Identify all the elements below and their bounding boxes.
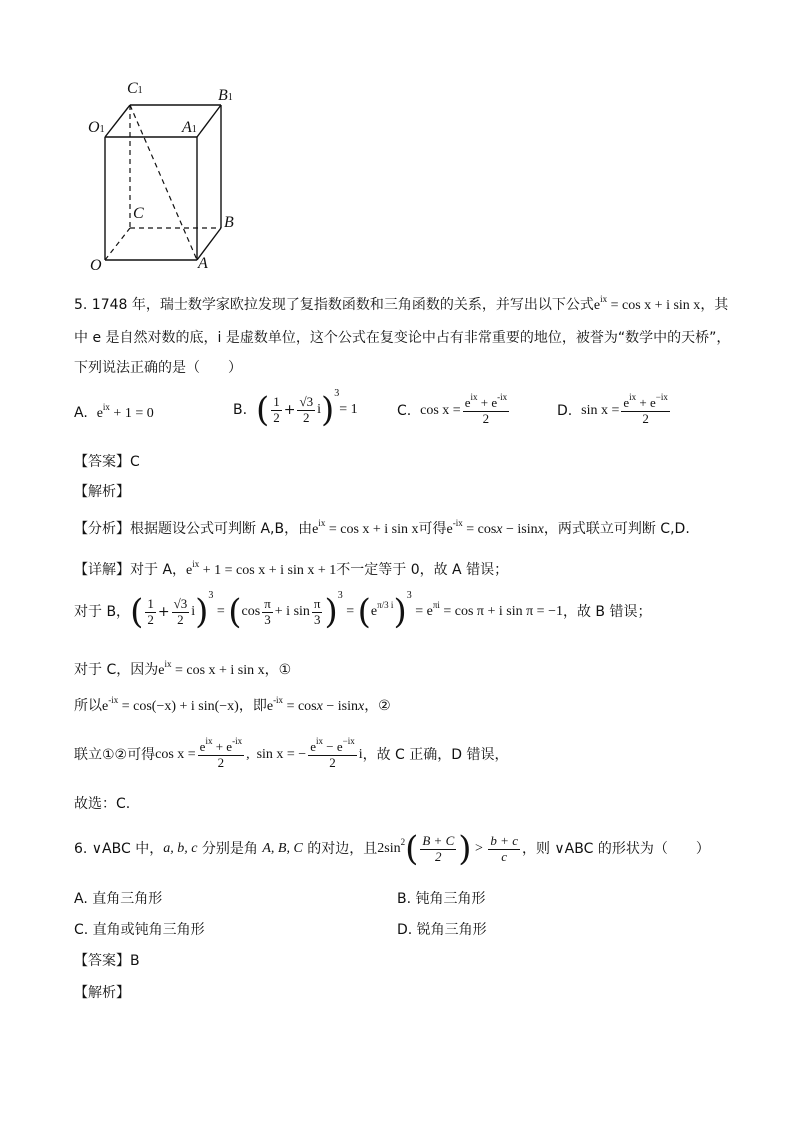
q5-option-c: C. cos x = $\frac{e^{ix} + e^{-ix}}{2}$ [397, 392, 508, 426]
q5-option-d: D. sin x = $\frac{e^{ix} + e^{-ix}}{2}$ [557, 392, 668, 426]
q5-jiexi: 【解析】 [74, 484, 130, 500]
q5-option-b: B. ( $\frac{1}{2}$ + $\frac{√3}{2}$ i ) 3 = 1 [233, 388, 358, 430]
q6-jiexi: 【解析】 [74, 985, 130, 1001]
cuboid-figure [84, 80, 254, 280]
q5-xiangjie-c: 对于 C，因为$e^{ix} = \cos x + i$ sin x，① [74, 659, 292, 678]
label-a1: A1 [182, 119, 197, 136]
label-b: B [224, 214, 234, 231]
label-a: A [198, 255, 208, 272]
q5-xiangjie-b: 对于 B， ( $\frac{1}{2}$ + $\frac{√3}{2}$ i ) 3 = ( cos $\frac{\pi}{3}$ + i sin $\frac{\pi}{3}$ ) 3 = ( $e^{\pi/3 i}$ ) 3 = $e^{\pi i} = \cos \pi + i$ sin π = −1 ，故 B 错误； [74, 590, 652, 632]
q6-answer: 【答案】B [74, 953, 140, 969]
label-c1: C1 [127, 80, 143, 97]
q5-answer: 【答案】C [74, 454, 140, 470]
label-o1: O1 [88, 119, 105, 136]
q5-xiangjie-d: 所以$e^{-ix} = \cos(-x) + i$ sin(−x)，即$e^{-ix} = \cos x - isinx$，② [74, 695, 391, 714]
q5-xiangjie-f: 故选：C. [74, 796, 131, 812]
q6-option-a: A. 直角三角形 [74, 891, 163, 907]
q5-stem-line1: 5. 1748 年，瑞士数学家欧拉发现了复指数函数和三角函数的关系，并写出以下公式$e^{ix} = \cos x + i$ sin x，其 [74, 294, 729, 313]
q5-option-a: A. $e^{ix} + 1 = 0$ [74, 402, 154, 421]
q5-stem-line3: 下列说法正确的是（ ） [74, 360, 242, 376]
label-b1: B1 [218, 87, 233, 104]
q6-option-b: B. 钝角三角形 [397, 891, 486, 907]
label-o: O [90, 257, 102, 274]
q6-option-c: C. 直角或钝角三角形 [74, 922, 205, 938]
q5-xiangjie-e: 联立①②可得 cos x = $\frac{e^{ix} + e^{-ix}}{2}$ , sin x = − $\frac{e^{ix} - e^{-ix}}{2}$ i ，故 C 正确，D 错误， [74, 736, 509, 770]
q5-stem-line2: 中 e 是自然对数的底，i 是虚数单位，这个公式在复变论中占有非常重要的地位，被誉为“数学中的天桥”， [74, 330, 731, 346]
label-c: C [133, 205, 144, 222]
q6-stem: 6. ∨ABC 中， a, b, c 分别是角 A, B, C 的对边，且 $2\sin^2$ ( $\frac{B + C}{2}$ ) > $\frac{b + c}{c}$ ，则 ∨ABC 的形状为（ ） [74, 829, 710, 869]
q6-option-d: D. 锐角三角形 [397, 922, 487, 938]
q5-fenxi: 【分析】根据题设公式可判断 A,B，由$e^{ix} = \cos x + i$ sin x可得$e^{-ix} = \cos x - isinx$，两式联立可判断 C,D. [74, 518, 690, 537]
q5-xiangjie-a: 【详解】对于 A，$e^{ix} + 1 = \cos x + i$ sin x + 1不一定等于 0，故 A 错误； [74, 559, 509, 578]
